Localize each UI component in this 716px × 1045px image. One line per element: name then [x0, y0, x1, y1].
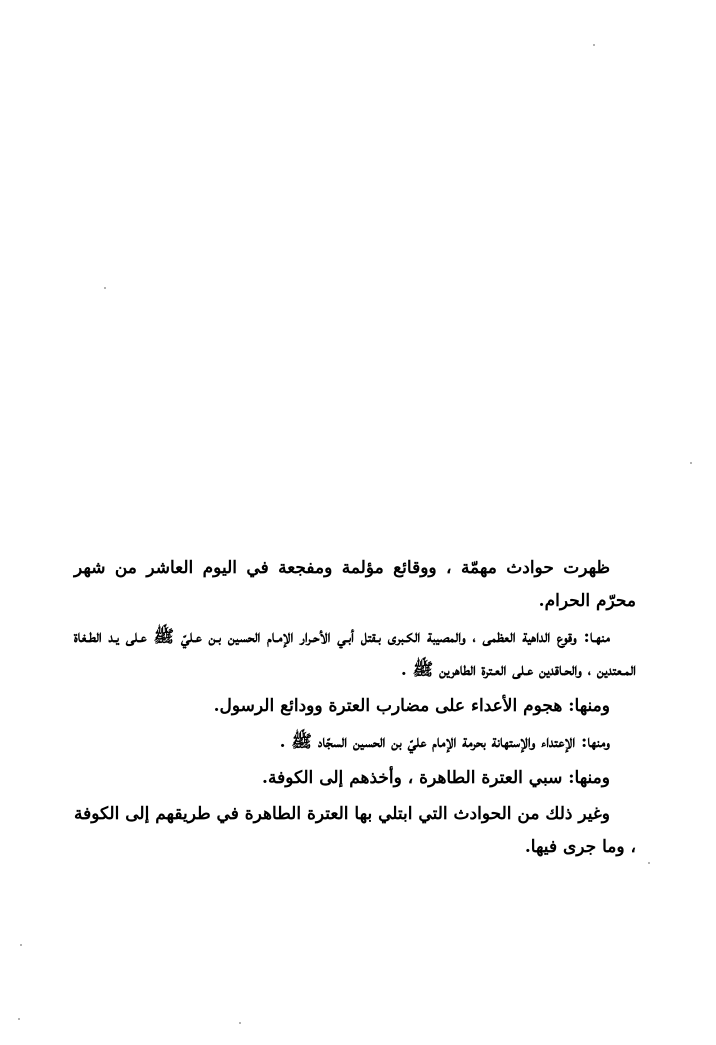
speck-dot [648, 862, 650, 864]
speck-dot [239, 1022, 241, 1024]
paragraph-intro: ظهرت حوادث مهمّة ، ووقائع مؤلمة ومفجعة في اليوم العاشر من شهر محرّم الحرام. [74, 558, 636, 611]
body-text [74, 552, 636, 867]
speck-dot [18, 1018, 20, 1020]
paragraph-fourth-event: ومنها: سبي العترة الطاهرة ، وأخذهم إلى الكوفة. [262, 768, 610, 788]
paragraph-second-event: ومنها: هجوم الأعداء على مضارب العترة وودائع الرسول. [213, 696, 610, 716]
paragraph-third-event: ومنها: الإعتداء والإستهانة بحرمة الإمام عليّ بن الحسين السجّاد ﷺ . [279, 732, 610, 752]
speck-dot [690, 462, 692, 464]
paragraph-closing: وغير ذلك من الحوادث التي ابتلي بها العترة الطاهرة في طريقهم إلى الكوفة ، وما جرى فيها. [74, 804, 636, 857]
paragraph-first-event: منهـا: وقوع الداهية العظمى ، والمصيبة الكـبرى بـقتل أبـي الأحـرار الإمـام الحسين بـن عـليّ ﷺ عـلى يـد الطـغاة المـعتدين ، والحـاقدين عـلى العـترة الطاهرين ﷺ . [74, 627, 636, 680]
speck-dot [104, 287, 106, 289]
speck-dot [593, 44, 595, 46]
speck-dot [20, 944, 22, 946]
